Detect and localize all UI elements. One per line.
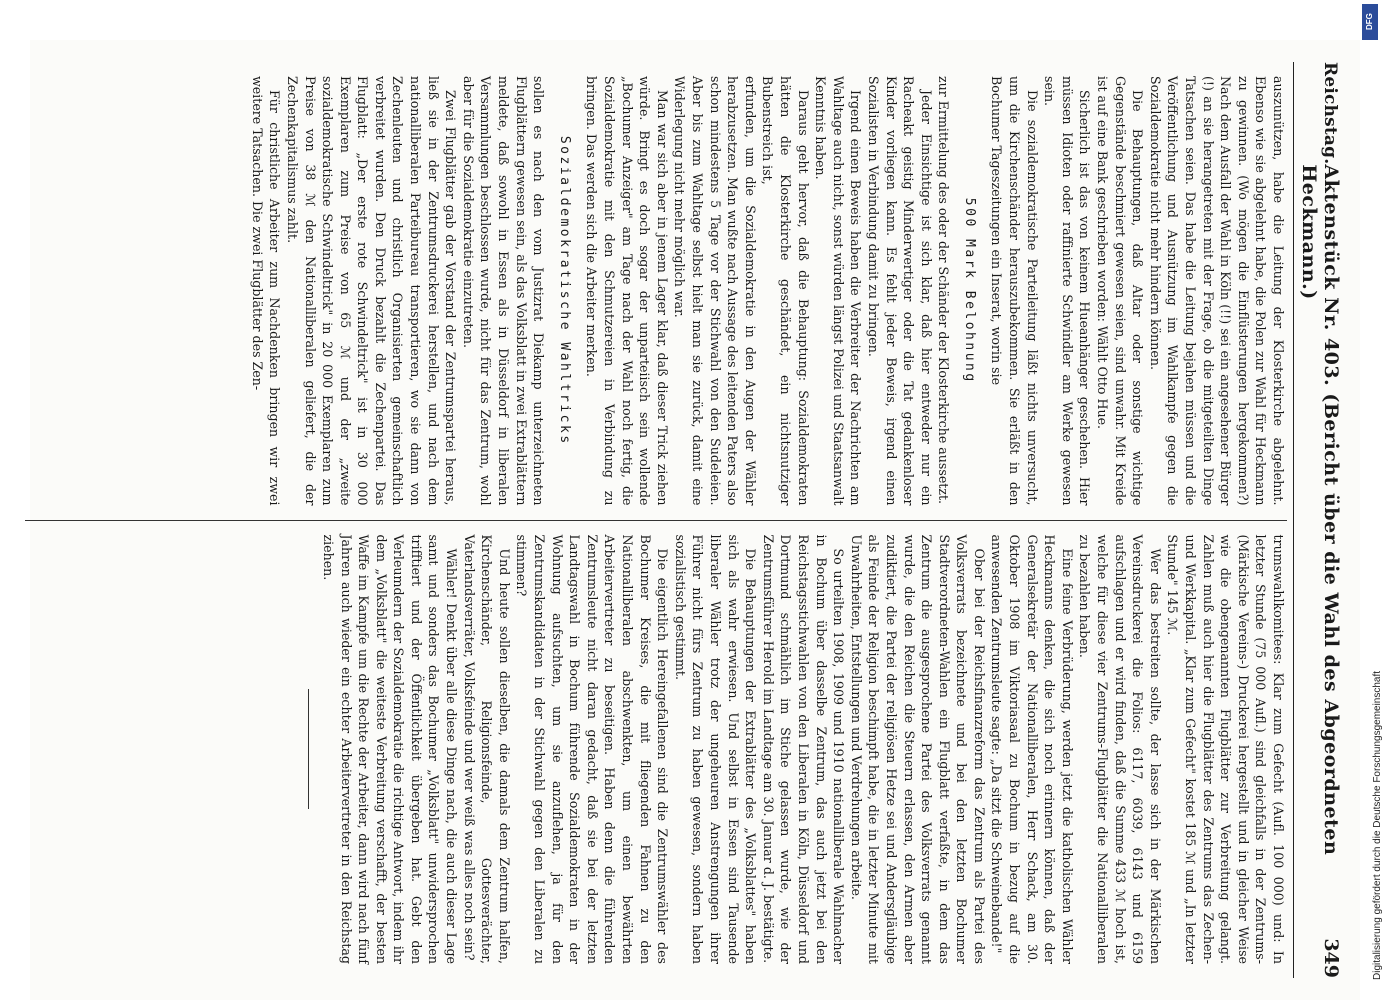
paragraph: Die Behauptungen, daß Altar oder sonstige wichtige Gegenstände beschmiert gewesen seien, sind unwahr. Mit Kreide ist auf eine Bank geschrieben worden: Wählt Otto Hue. <box>1095 76 1146 506</box>
header-left: Reichstag. <box>1320 62 1340 165</box>
paragraph: Man war sich aber in jenem Lager klar, daß dieser Trick ziehen würde. Bringt es doch sogar der unparteiisch sein wollende „Bochumer Anzeiger" am Tage nach der Wahl noch fertig, die Sozialdemokratie mit den Schmutzereien in Verbindung zu bringen. Das werden sich die Arbeiter merken. <box>584 76 670 506</box>
paragraph: Wähler! Denkt über alle diese Dinge nach, die auch dieser Lage samt und sonders das Bochumer „Volksblatt" unwidersprochen trifftiert und der Öffentlichkeit übergeben hat. Gebt den Verleumdern der Sozialdemokratie die richtige Antwort, indem ihr dem „Volksblatt" die weiteste Verbreitung verschafft, der besten Waffe im Kampfe um die Rechte der Arbeiter, dann wird nach fünf Jahren auch wieder ein echter Arbeitervertreter in den Reichstag ziehen. <box>320 534 460 964</box>
page-header <box>1293 62 1342 978</box>
paragraph: Zwei Flugblätter gab der Vorstand der Zentrumspartei heraus, ließ sie in der Zentrumsdruckerei herstellen, und nach dem nationalliberalen Parteibureau transportieren, wo sie dann von Zechenleuten und christlich Organisierten gemeinschaftlich verbreitet wurden. Den Druck bezahlt die Zechenpartei. Das Flugblatt: „Der erste rote Schwindeltrick" ist in 30 000 Exemplaren zum Preise von 65 ℳ und der „zweite sozialdemokratische Schwindeltrick" in 20 000 Exemplaren zum Preise von 38 ℳ den Nationalliberalen geliefert, die der Zechenkapitalismus zahlt. <box>284 76 459 506</box>
paragraph: Für christliche Arbeiter zum Nachdenken bringen wir zwei weitere Tatsachen. Die zwei Flugblätter des Zen- <box>249 76 283 506</box>
paragraph: Ober bei der Reichsfinanzreform das Zentrum als Partei des Volksverrats bezeichnete und bei den letzten Bochumer Stadtverordneten-Wahlen ein Flugblatt verfaßte, in dem das Zentrum die ausgesprochene Partei des Volksverrats genannt wurde, die den Reichen die Steuern erlassen, den Armen aber zudiktiert, die Partei der religiösen Hetze sei und Andersgläubige als Feinde der Religion beschimpft habe, die in letzter Minute mit Unwahrheiten, Entstellungen und Verdrehungen arbeite. <box>848 534 987 964</box>
paragraph: Eine feine Verbrüderung, werden jetzt die katholischen Wähler Heckmanns denken, die sich noch erinnern können, daß der Generalsekretär der Nationalliberalen, Herr Schack, am 30. Oktober 1908 im Viktoriasaal zu Bochum in bezug auf die anwesenden Zentrumsleute sagte: „Da sitzt die Schweinebande!" <box>989 534 1075 964</box>
paragraph: Jeder Einsichtige ist sich klar, daß hier entweder nur ein Racheakt geistig Minderwertiger oder die Tat gedankenloser Kinder vorliegen kann. Es fehlt jeder Beweis, irgend einen Sozialisten in Verbindung damit zu bringen. <box>865 76 934 506</box>
section-title: Sozialdemokratische Wahltricks <box>556 135 572 446</box>
paragraph: Irgend einen Beweis haben die Verbreiter der Nachrichten am Wahltage auch nicht, sonst würden längst Polizei und Staatsanwalt Kenntnis haben. <box>813 76 864 506</box>
paragraph: sollen es nach den vom Justizrat Diekamp unterzeichneten Flugblättern gewesen sein, als das Volksblatt in zwei Extrablättern meldete, daß sowohl in Essen als in Düsseldorf in liberalen Versammlungen beschlossen wurde, nicht für das Zentrum, wohl aber für die Sozialdemokratie einzutreten. <box>460 76 547 506</box>
paragraph: zur Ermittelung des oder der Schänder der Klosterkirche aussetzt. <box>936 76 952 505</box>
paragraph: Wer das bestreiten sollte, der lasse sich in der Märkischen Vereinsdruckerei die Folios: 6117, 6039, 6143 und 6159 aufschlagen und er wird finden, daß die Summe 433 ℳ hoch ist, welche für diese vier Zentrums-Flugblätter die Nationalliberalen zu bezahlen haben. <box>1077 534 1163 964</box>
end-rule <box>308 689 309 809</box>
header-title: Aktenstück Nr. 403. (Bericht über die Wahl des Abgeordneten Heckmann.) <box>1298 164 1342 856</box>
paragraph: erfunden, um die Sozialdemokratie in den Augen der Wähler herabzusetzen. Man wußte nach Aussage des leitenden Paters also schon mindestens 5 Tage vor der Stichwahl von den Sudeleien. Aber bis zum Wahltage selbst hielt man sie zurück, damit eine Widerlegung nicht mehr möglich war. <box>672 76 758 506</box>
page-number: 349 <box>1320 938 1342 978</box>
paragraph: auszunützen, habe die Leitung der Klosterkirche abgelehnt. Ebenso wie sie abgelehnt habe, die Polen zur Wahl für Heckmann zu gewinnen. (Wo mögen die Einflüsterungen hergekommen?) Nach dem Ausfall der Wahl in Köln (!!) sei ein angesehener Bürger (!) an sie herangetreten mit der Frage, ob die mitgeteilten Dinge Tatsachen seien. Das habe die Leitung bejahen müssen und die Veröffentlichung und Ausnützung im Wahlkampfe gegen die Sozialdemokratie nicht mehr hindern können. <box>1147 76 1286 506</box>
paragraph: trumswahlkomitees: Klar zum Gefecht (Aufl. 100 000) und: In letzter Stunde (75 000 Aufl.) sind gleichfalls in der Zentrums- (Märkische Vereins-) Druckerei hergestellt und in gleicher Weise wie die obengenannten Flugblätter zur Verbreitung gelangt. Zahlen muß auch hier die Flugblätter des Zentrums das Zechen- und Werkkapital. „Klar zum Gefecht" kostet 185 ℳ und „In letzter Stunde" 145 ℳ. <box>1165 534 1286 964</box>
digitization-notice: Digitalisierung gefördert durch die Deutsche Forschungsgemeinschaft <box>1372 670 1383 980</box>
paragraph: So urteilten 1908, 1909 und 1910 nationalliberale Wahlmacher in Bochum über dasselbe Zentrum, das auch jetzt bei den Reichstagsstichwahlen von den Liberalen in Köln, Düsseldorf und Dortmund schmählich im Stiche gelassen wurde, wie der Zentrumsführer Herold im Landtage am 30. Januar d. J. bestätigte. <box>760 534 847 964</box>
document-page <box>30 40 1360 1000</box>
paragraph: Die Behauptungen der Extrablätter des „Volksblattes" haben sich als wahr erwiesen. Und selbst in Essen sind Tausende liberaler Wähler trotz der ungeheuren Anstrengungen ihrer Führer nicht fürs Zentrum zu haben gewesen, sondern haben sozialistisch gestimmt. <box>672 534 759 964</box>
text-columns <box>25 62 1287 978</box>
paragraph: Sicherlich ist das von keinem Hueanhänger geschehen. Hier müssen Idioten oder raffinierte Schwindler am Werke gewesen sein. <box>1042 76 1093 506</box>
paragraph: Und heute sollen dieselben, die damals dem Zentrum halfen, Kirchenschänder, Religionsfeinde, Gottesverächter, Vaterlandsverräter, Volksfeinde und wer weiß was alles noch sein? <box>461 534 512 964</box>
dfg-logo: DFG <box>1362 4 1378 40</box>
paragraph: Die sozialdemokratische Parteileitung läßt nichts unversucht, um die Kirchenschänder herauszubekommen. Sie erläßt in den Bochumer Tageszeitungen ein Inserat, worin sie <box>989 76 1040 506</box>
paragraph: Daraus geht hervor, daß die Behauptung: Sozialdemokraten hätten die Klosterkirche geschändet, ein nichtsnutziger Bubenstreich ist, <box>760 76 811 506</box>
section-title: 500 Mark Belohnung <box>961 197 977 384</box>
column-left <box>25 62 1287 520</box>
column-right <box>25 520 1287 979</box>
paragraph: Die eigentlich Hereingefallenen sind die Zentrumswähler des Bochumer Kreises, die mit fliegenden Fahnen zu den Nationalliberalen abschwenkten, um einen bewährten Arbeitervertreter zu beseitigen. Haben denn die führenden Zentrumsleute nicht daran gedacht, daß sie bei der letzten Landtagswahl in Bochum führende Sozialdemokraten in der Wohnung aufsuchten, um sie anzuflehen, ja für den Zentrumskandidaten in der Stichwahl gegen den Liberalen zu stimmen? <box>514 534 671 964</box>
